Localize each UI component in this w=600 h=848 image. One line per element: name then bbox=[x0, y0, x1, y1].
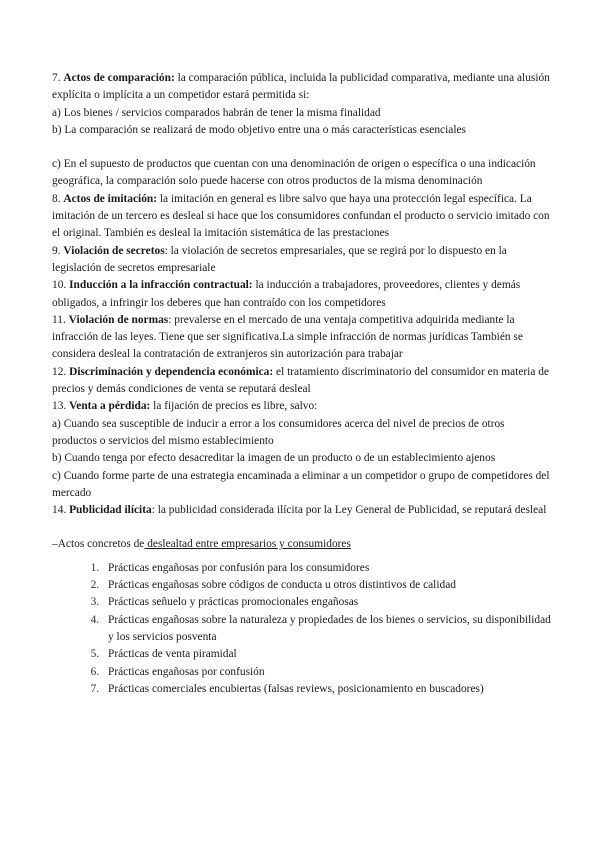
list-item: 2. Prácticas engañosas sobre códigos de conducta u otros distintivos de calidad bbox=[102, 577, 552, 594]
document-page bbox=[52, 70, 552, 698]
item-14: 14. Publicidad ilícita: la publicidad considerada ilícita por la Ley General de Publicidad, se reputará desleal bbox=[52, 504, 547, 517]
item-8: 8. Actos de imitación: la imitación en general es libre salvo que haya una protección legal específica. La imitación de un tercero es desleal si hace que los consumidores confundan el producto o servicio imitado con el original. También es desleal la imitación sistemática de las prestaciones bbox=[52, 192, 550, 240]
section-heading: –Actos concretos de deslealtad entre empresarios y consumidores bbox=[52, 538, 351, 551]
item-7: 7. Actos de comparación: la comparación pública, incluida la publicidad comparativa, mediante una alusión explícita o implícita a un competidor estará permitida si: bbox=[52, 72, 550, 102]
list-item: 1. Prácticas engañosas por confusión para los consumidores bbox=[102, 560, 552, 577]
item-13-c: c) Cuando forme parte de una estrategia encaminada a eliminar a un competidor o grupo de competidores del mercado bbox=[52, 469, 550, 499]
item-10-title: Inducción a la infracción contractual: bbox=[69, 279, 253, 292]
list-item: 4. Prácticas engañosas sobre la naturaleza y propiedades de los bienes o servicios, su disponibilidad y los servicios posventa bbox=[102, 612, 552, 647]
list-item: 7. Prácticas comerciales encubiertas (falsas reviews, posicionamiento en buscadores) bbox=[102, 681, 552, 698]
item-14-title: Publicidad ilícita bbox=[69, 504, 152, 517]
item-11-title: Violación de normas bbox=[68, 313, 169, 326]
list-item: 5. Prácticas de venta piramidal bbox=[102, 646, 552, 663]
item-13-title: Venta a pérdida: bbox=[69, 400, 151, 413]
item-7-b: b) La comparación se realizará de modo objetivo entre una o más características esenciales bbox=[52, 123, 466, 136]
paragraph-gap bbox=[52, 139, 552, 156]
item-12-title: Discriminación y dependencia económica: bbox=[69, 365, 274, 378]
item-7-title: Actos de comparación: bbox=[63, 72, 175, 84]
item-13: 13. Venta a pérdida: la fijación de precios es libre, salvo: bbox=[52, 400, 318, 413]
practices-list bbox=[52, 560, 552, 698]
item-7-c: c) En el supuesto de productos que cuentan con una denominación de origen o específica o una indicación geográfica, la comparación solo puede hacerse con otros productos de la misma denominación bbox=[52, 158, 536, 188]
item-13-a: a) Cuando sea susceptible de inducir a error a los consumidores acerca del nivel de precios de otros productos o servicios del mismo establecimiento bbox=[52, 417, 505, 447]
item-10: 10. Inducción a la infracción contractual: la inducción a trabajadores, proveedores, clientes y demás obligados, a infringir los deberes que han contraído con los competidores bbox=[52, 279, 521, 309]
item-12: 12. Discriminación y dependencia económica: el tratamiento discriminatorio del consumidor en materia de precios y demás condiciones de venta se reputará desleal bbox=[52, 365, 549, 396]
item-11: 11. Violación de normas: prevalerse en el mercado de una ventaja competitiva adquirida mediante la infracción de las leyes. Tiene que ser significativa.La simple infracción de normas jurídicas También se considera desleal la contratación de extranjeros sin autorización para trabajar bbox=[52, 313, 523, 361]
item-9-title: Violación de secretos bbox=[63, 244, 165, 257]
item-7-a: a) Los bienes / servicios comparados habrán de tener la misma finalidad bbox=[52, 106, 381, 119]
list-item: 3. Prácticas señuelo y prácticas promocionales engañosas bbox=[102, 594, 552, 611]
section-heading-underlined: deslealtad entre empresarios y consumidores bbox=[144, 538, 351, 551]
item-8-title: Actos de imitación: bbox=[63, 192, 158, 205]
item-9: 9. Violación de secretos: la violación de secretos empresariales, que se regirá por lo dispuesto en la legislación de secretos empresariale bbox=[52, 244, 507, 274]
list-item: 6. Prácticas engañosas por confusión bbox=[102, 664, 552, 681]
paragraph-gap bbox=[52, 519, 552, 536]
item-13-b: b) Cuando tenga por efecto desacreditar la imagen de un producto o de un establecimiento ajenos bbox=[52, 452, 496, 465]
